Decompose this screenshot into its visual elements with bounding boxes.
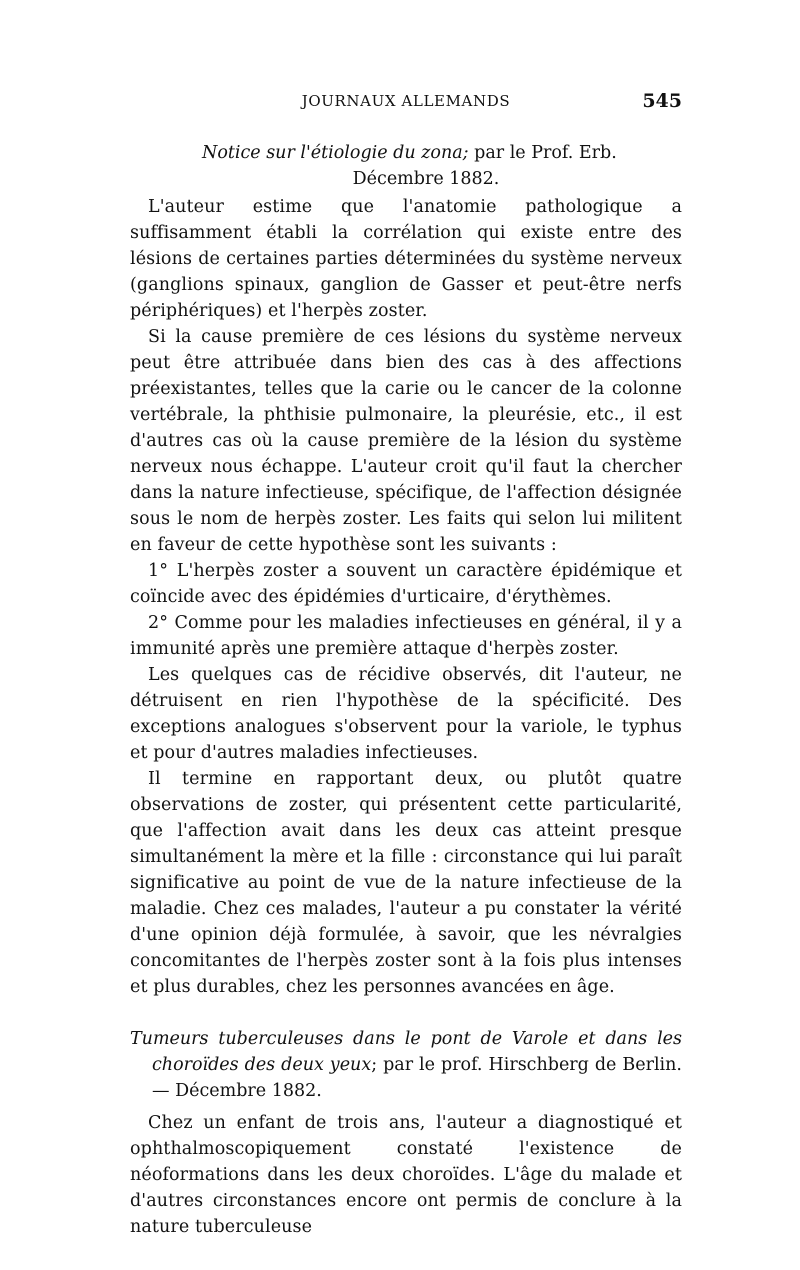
article-title-hirschberg-author: ; par le prof. Hirschberg de Berlin. — Décembre 1882. <box>152 1055 682 1101</box>
paragraph: Les quelques cas de récidive observés, dit l'auteur, ne détruisent en rien l'hypothèse de la spécificité. Des exceptions analogues s'observent pour la variole, le typhus et pour d'autres maladies infectieuses. <box>130 665 682 763</box>
paragraph: Il termine en rapportant deux, ou plutôt quatre observations de zoster, qui présentent cette particularité, que l'affection avait dans les deux cas atteint presque simultanément la mère et la fille : circonstance qui lui paraît significative au point de vue de la nature infectieuse de la maladie. Chez ces malades, l'auteur a pu constater la vérité d'une opinion déjà formulée, à savoir, que les névralgies concomitantes de l'herpès zoster sont à la fois plus intenses et plus durables, chez les personnes avancées en âge. <box>130 769 682 997</box>
article-title-erb-author: par le Prof. Erb. <box>468 143 617 163</box>
article-date-erb: Décembre 1882. <box>352 169 500 189</box>
paragraph: Si la cause première de ces lésions du système nerveux peut être attribuée dans bien des cas à des affections préexistantes, telles que la carie ou le cancer de la colonne vertébrale, la phthisie pulmonaire, la pleurésie, etc., il est d'autres cas où la cause première de la lésion du système nerveux nous échappe. L'auteur croit qu'il faut la chercher dans la nature infectieuse, spécifique, de l'affection désignée sous le nom de herpès zoster. Les faits qui selon lui militent en faveur de cette hypothèse sont les suivants : <box>130 327 682 555</box>
article-title-erb <box>130 140 682 166</box>
paragraph: 2° Comme pour les maladies infectieuses en général, il y a immunité après une première attaque d'herpès zoster. <box>130 613 682 659</box>
article-title-erb-italic: Notice sur l'étiologie du zona; <box>202 143 469 163</box>
running-title: JOURNAUX ALLEMANDS <box>301 92 511 110</box>
article-title-hirschberg <box>130 1026 682 1104</box>
paragraph: L'auteur estime que l'anatomie pathologique a suffisamment établi la corrélation qui existe entre des lésions de certaines parties déterminées du système nerveux (ganglions spinaux, ganglion de Gasser et peut-être nerfs périphériques) et l'herpès zoster. <box>130 197 682 321</box>
page-number: 545 <box>642 90 682 112</box>
running-head <box>130 92 682 114</box>
paragraph: Chez un enfant de trois ans, l'auteur a diagnostiqué et ophthalmoscopiquement constaté l'existence de néoformations dans les deux choroïdes. L'âge du malade et d'autres circonstances encore ont permis de conclure à la nature tuberculeuse <box>130 1113 682 1237</box>
paragraph: 1° L'herpès zoster a souvent un caractère épidémique et coïncide avec des épidémies d'urticaire, d'érythèmes. <box>130 561 682 607</box>
article-title-hirschberg-italic: Tumeurs tuberculeuses dans le pont de Varole et dans les choroïdes des deux yeux <box>130 1029 682 1075</box>
body-text <box>130 140 682 1240</box>
